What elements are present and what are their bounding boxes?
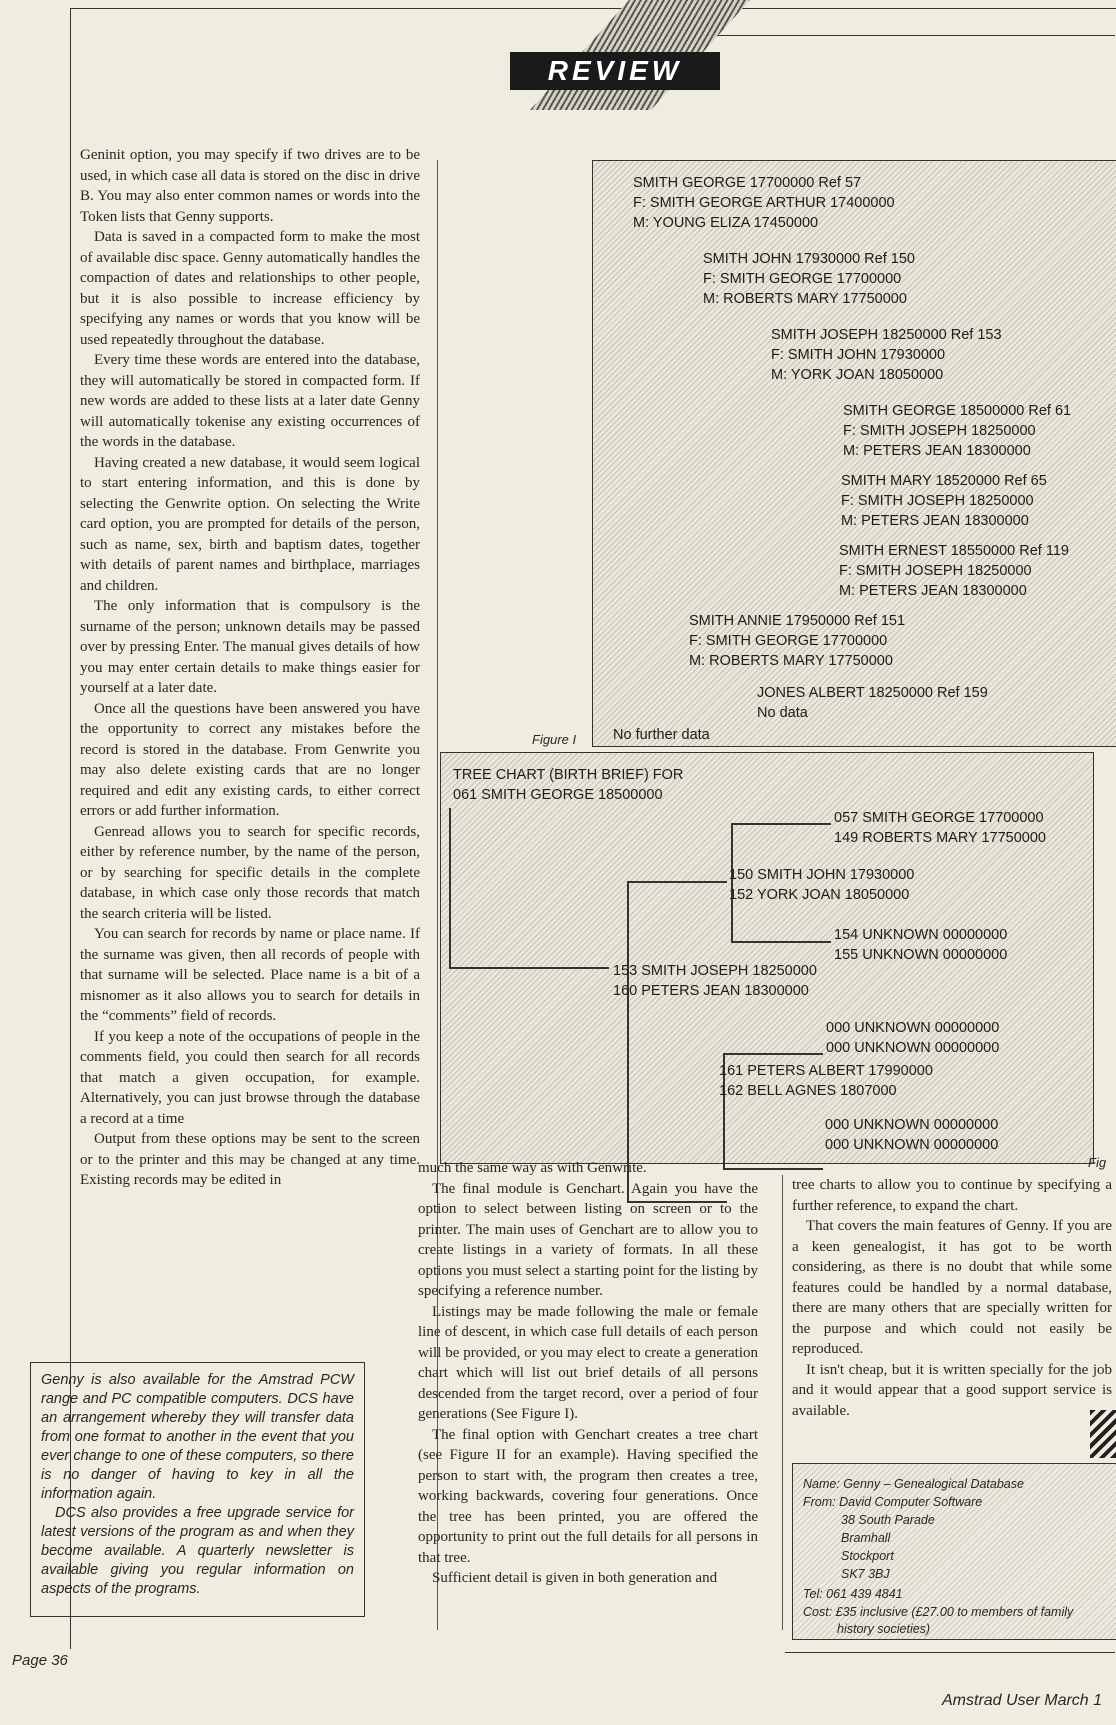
paragraph: That covers the main features of Genny. If you are a keen genealogist, it has got to be worth considering, as there is no doubt that while some features could be handled by a normal database, there are many others that are specially written for the purpose and which could not easily be reproduced. [792,1218,1112,1357]
fig1-line: F: SMITH JOSEPH 18250000 [839,563,1032,579]
tree-entry: 000 UNKNOWN 00000000 [825,1117,999,1133]
spec-from: From: David Computer Software [803,1495,983,1509]
section-banner: REVIEW [510,52,720,90]
paragraph: The only information that is compulsory is the surname of the person; unknown details may be passed over by pressing Enter. The manual gives details of how you may enter certain details to make things easier for yourself at a later date. [80,598,420,696]
tree-connector [449,808,451,968]
tree-connector [449,967,609,969]
paragraph: The final module is Genchart. Again you have the option to select between listing on screen or to the printer. The main uses of Genchart are to allow you to create listings in a variety of formats. In all these options you must select a starting point for the listing by specifying a reference number. [418,1180,758,1299]
paragraph: Once all the questions have been answered you have the opportunity to correct any mistakes before the record is stored in the database. From Genwrite you may also delete existing cards that are no longer required and edit any existing cards, to either correct errors or add further information. [80,700,420,819]
tree-entry: 153 SMITH JOSEPH 18250000 [613,963,817,979]
paragraph: Genread allows you to search for specific records, either by reference number, by the name of the person, or by searching for specific details in the complete database, in which case only those records that match the search criteria will be listed. [80,823,420,922]
fig1-line: F: SMITH GEORGE ARTHUR 17400000 [633,195,895,211]
magazine-footer: Amstrad User March 1 [942,1692,1103,1709]
fig1-line: SMITH ERNEST 18550000 Ref 119 [839,543,1069,559]
tree-entry: 161 PETERS ALBERT 17990000 [719,1063,933,1079]
page-number: Page 36 [12,1652,68,1669]
fig1-line: M: YOUNG ELIZA 17450000 [633,215,819,231]
figure-1 [592,160,1116,747]
tree-entry: 152 YORK JOAN 18050000 [729,887,910,903]
paragraph: much the same way as with Genwrite. [418,1160,647,1176]
bottom-rule [785,1652,1115,1653]
tree-entry: 000 UNKNOWN 00000000 [825,1137,999,1153]
paragraph: Geninit option, you may specify if two drives are to be used, in which case all data is stored on the disc in drive B. You may also enter common names or words into the Token lists that Genny supports. [80,147,420,225]
paragraph: It isn't cheap, but it is written specially for the job and it would appear that a good support service is available. [792,1361,1112,1419]
fig1-line: M: PETERS JEAN 18300000 [839,583,1027,599]
fig1-line: SMITH MARY 18520000 Ref 65 [841,473,1047,489]
paragraph: If you keep a note of the occupations of people in the comments field, you could then search for all records that match a given occupation, for example. Alternatively, you can just browse through the database a record at a time [80,1028,420,1127]
paragraph: You can search for records by name or place name. If the surname was given, then all records of people with that surname will be selected. Place name is a bit of a misnomer as it also allows you to search for details in the “comments” field of records. [80,926,420,1024]
spec-cost: Cost: £35 inclusive (£27.00 to members of family [803,1605,1074,1619]
fig1-line: F: SMITH GEORGE 17700000 [689,633,888,649]
sidebar-paragraph: Genny is also available for the Amstrad PCW range and PC compatible computers. DCS have an arrangement whereby they will transfer data from one format to another in the event that you ever change to one of these computers, so there is no danger of having to key in all the information again. [41,1372,354,1502]
fig1-line: F: SMITH GEORGE 17700000 [703,271,902,287]
product-spec-box [792,1463,1116,1640]
spec-address-line: Stockport [841,1549,894,1563]
fig1-line: F: SMITH JOHN 17930000 [771,347,946,363]
fig1-line: No data [757,705,808,721]
tree-entry: 150 SMITH JOHN 17930000 [729,867,915,883]
fig1-line: M: PETERS JEAN 18300000 [843,443,1031,459]
fig1-line: No further data [613,727,710,743]
fig1-line: SMITH GEORGE 17700000 Ref 57 [633,175,862,191]
fig1-line: F: SMITH JOSEPH 18250000 [843,423,1036,439]
tree-entry: 155 UNKNOWN 00000000 [834,947,1008,963]
spec-tel: Tel: 061 439 4841 [803,1587,903,1601]
sidebar-box [30,1362,365,1617]
sidebar-paragraph: DCS also provides a free upgrade service for latest versions of the program as and when they become available. A quarterly newsletter is available giving you regular information on aspects of the programs. [41,1505,354,1597]
tree-connector [627,881,629,1201]
paragraph: Listings may be made following the male or female line of descent, in which case full details of each person will be provided, or you may elect to create a generation chart which will list out brief details of all persons descended from the target record, over a period of four generations (See Figure I). [418,1303,758,1422]
tree-entry: 000 UNKNOWN 00000000 [826,1020,1000,1036]
paragraph: tree charts to allow you to continue by specifying a further reference, to expand the chart. [792,1177,1112,1214]
fig1-line: SMITH JOSEPH 18250000 Ref 153 [771,327,1002,343]
fig1-line: SMITH JOHN 17930000 Ref 150 [703,251,915,267]
tree-entry: 154 UNKNOWN 00000000 [834,927,1008,943]
fig1-line: F: SMITH JOSEPH 18250000 [841,493,1034,509]
article-column-2 [418,1158,758,1589]
spec-cost-cont: history societies) [837,1622,931,1636]
tree-connector [731,941,831,943]
fig1-line: M: YORK JOAN 18050000 [771,367,944,383]
paragraph: Every time these words are entered into the database, they will automatically be stored in compacted form. If new words are added to these lists at a later date Genny will automatically tokenise any existing occurrences of the words in the database. [80,352,420,450]
paragraph: Data is saved in a compacted form to make the most of available disc space. Genny automatically handles the compaction of dates and relationships to other people, but it is also possible to increase efficiency by specifying any names or words that you know will be used repeatedly throughout the database. [80,229,420,348]
tree-chart-title: TREE CHART (BIRTH BRIEF) FOR [453,767,684,783]
tree-entry: 149 ROBERTS MARY 17750000 [834,830,1046,846]
fig1-line: JONES ALBERT 18250000 Ref 159 [757,685,988,701]
figure-2 [440,752,1094,1164]
spec-name: Name: Genny – Genealogical Database [803,1477,1024,1491]
decorative-stripe [1090,1410,1116,1458]
paragraph: Having created a new database, it would seem logical to start entering information, and this is done by selecting the Genwrite option. On selecting the Write card option, you are prompted for details of the person, such as name, sex, birth and baptism dates, together with details of parent names and birthplace, marriages and children. [80,454,420,594]
fig1-line: M: ROBERTS MARY 17750000 [689,653,893,669]
fig1-line: M: ROBERTS MARY 17750000 [703,291,907,307]
spec-address-line: SK7 3BJ [841,1567,890,1581]
article-column-3 [792,1175,1112,1421]
paragraph: Output from these options may be sent to the screen or to the printer and this may be changed at any time. Existing records may be edited in [80,1131,420,1188]
fig1-line: SMITH ANNIE 17950000 Ref 151 [689,613,906,629]
fig1-line: M: PETERS JEAN 18300000 [841,513,1029,529]
article-column-1 [80,145,420,1191]
figure-1-caption: Figure I [532,732,577,747]
tree-entry: 162 BELL AGNES 1807000 [719,1083,897,1099]
tree-entry: 160 PETERS JEAN 18300000 [613,983,809,999]
tree-connector [731,823,831,825]
spec-address-line: Bramhall [841,1531,891,1545]
figure-2-caption: Fig [1088,1155,1107,1170]
fig1-line: SMITH GEORGE 18500000 Ref 61 [843,403,1072,419]
tree-entry: 000 UNKNOWN 00000000 [826,1040,1000,1056]
tree-connector [627,881,727,883]
column-divider [782,1175,783,1630]
tree-connector [723,1053,823,1055]
spec-address-line: 38 South Parade [841,1513,935,1527]
paragraph: The final option with Genchart creates a tree chart (see Figure II for an example). Having specified the person to start with, the program then creates a tree, working backwards, covering four generations. Once the tree has been printed, you are offered the opportunity to print out the full details for all persons in that tree. [418,1426,758,1566]
tree-chart-subject: 061 SMITH GEORGE 18500000 [453,787,663,803]
paragraph: Sufficient detail is given in both generation and [432,1570,718,1586]
top-rule [715,35,1115,36]
tree-entry: 057 SMITH GEORGE 17700000 [834,810,1044,826]
